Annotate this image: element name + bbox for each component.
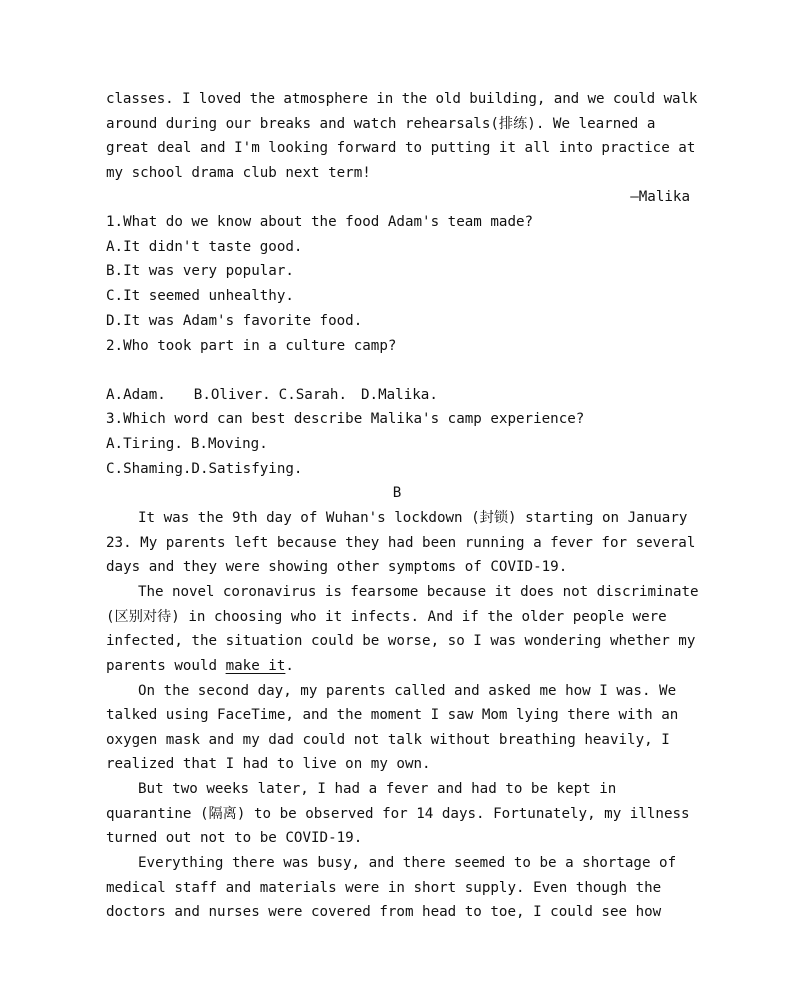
question-2-stem: 2.Who took part in a culture camp?: [106, 338, 397, 354]
paragraph-line: (区别对待) in choosing who it infects. And if the older people were: [106, 609, 667, 625]
signature: —Malika: [630, 189, 690, 205]
question-2-options: [106, 384, 696, 406]
question-3-stem: 3.Which word can best describe Malika's camp experience?: [106, 411, 585, 427]
question-3-options-cd: [106, 458, 696, 480]
passage-a-line: my school drama club next term!: [106, 165, 371, 181]
paragraph-line: doctors and nurses were covered from head to toe, I could see how: [106, 904, 662, 920]
paragraph-line: days and they were showing other symptoms of COVID-19.: [106, 559, 568, 575]
paragraph-line: [106, 655, 696, 677]
paragraph-line: infected, the situation could be worse, so I was wondering whether my: [106, 633, 696, 649]
paragraph-line: Everything there was busy, and there seemed to be a shortage of: [138, 855, 677, 871]
passage-a-line: great deal and I'm looking forward to putting it all into practice at: [106, 140, 696, 156]
paragraph-text: parents would: [106, 658, 226, 674]
question-2-option-b: B.Oliver.: [193, 387, 271, 403]
question-3-option-a: A.Tiring.: [106, 436, 183, 452]
question-3-options-ab: [106, 433, 696, 455]
paragraph-line: talked using FaceTime, and the moment I saw Mom lying there with an: [106, 707, 679, 723]
passage-a-line: classes. I loved the atmosphere in the old building, and we could walk: [106, 91, 698, 107]
question-1-stem: 1.What do we know about the food Adam's team made?: [106, 214, 534, 230]
question-1-option-a: A.It didn't taste good.: [106, 239, 303, 255]
question-1-option-b: B.It was very popular.: [106, 263, 294, 279]
question-3-option-b: B.Moving.: [190, 436, 268, 452]
paragraph-line: It was the 9th day of Wuhan's lockdown (封锁) starting on January: [138, 510, 688, 526]
paragraph-line: medical staff and materials were in short supply. Even though the: [106, 880, 662, 896]
question-3-option-d: D.Satisfying.: [191, 461, 303, 477]
question-1-option-d: D.It was Adam's favorite food.: [106, 313, 363, 329]
question-2-option-d: D.Malika.: [361, 387, 438, 403]
question-2-option-a: A.Adam.: [106, 387, 166, 403]
passage-a-line: around during our breaks and watch rehearsals(排练). We learned a: [106, 116, 656, 132]
paragraph-line: realized that I had to live on my own.: [106, 756, 431, 772]
section-heading: B: [392, 485, 402, 501]
question-1-option-c: C.It seemed unhealthy.: [106, 288, 294, 304]
paragraph-line: On the second day, my parents called and asked me how I was. We: [138, 683, 677, 699]
paragraph-line: quarantine (隔离) to be observed for 14 days. Fortunately, my illness: [106, 806, 690, 822]
paragraph-text: .: [285, 658, 294, 674]
paragraph-line: oxygen mask and my dad could not talk without breathing heavily, I: [106, 732, 670, 748]
question-3-option-c: C.Shaming.: [106, 461, 192, 477]
paragraph-line: 23. My parents left because they had been running a fever for several: [106, 535, 696, 551]
paragraph-line: The novel coronavirus is fearsome because it does not discriminate: [138, 584, 699, 600]
paragraph-line: But two weeks later, I had a fever and had to be kept in: [138, 781, 617, 797]
paragraph-line: turned out not to be COVID-19.: [106, 830, 363, 846]
question-2-option-c: C.Sarah.: [278, 387, 348, 403]
underlined-phrase: make it: [225, 658, 286, 674]
